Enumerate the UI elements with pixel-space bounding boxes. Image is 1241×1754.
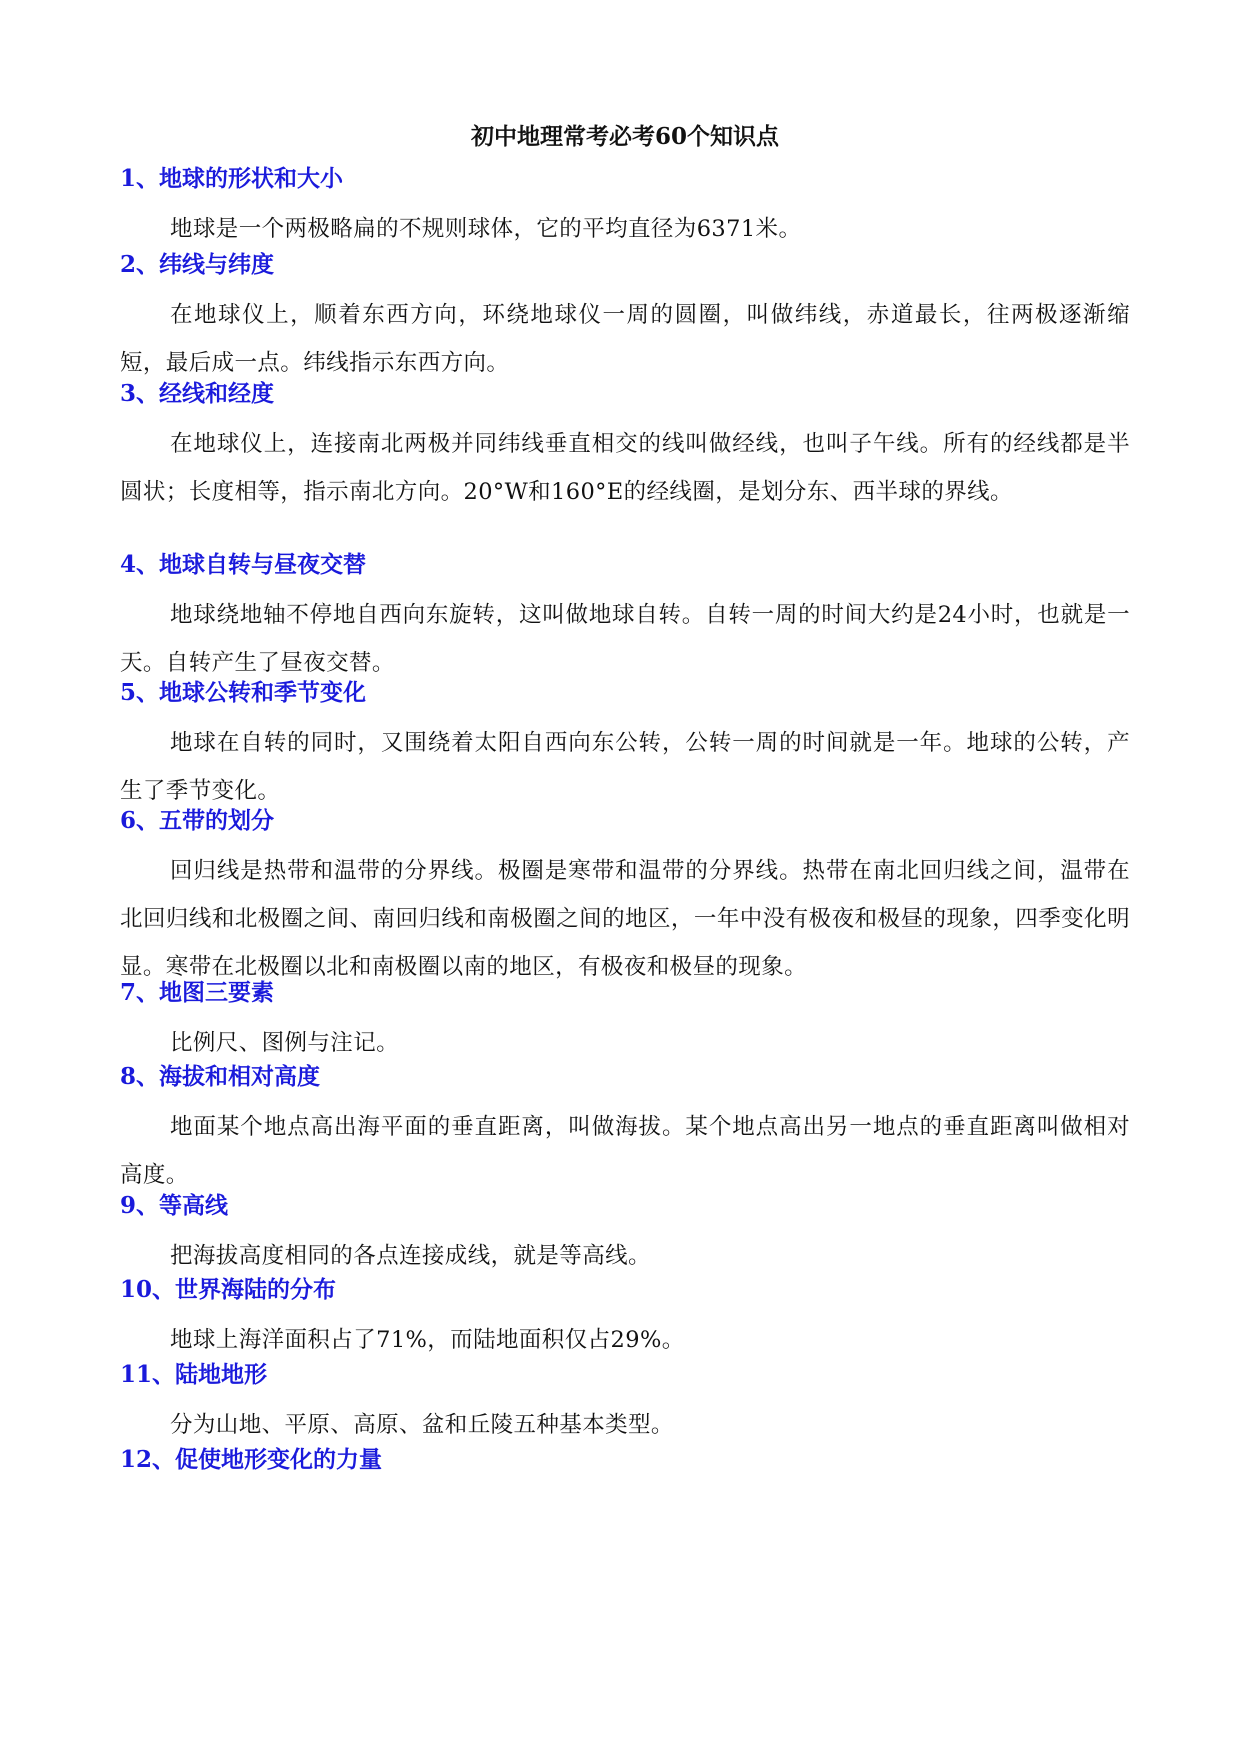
section-12	[120, 1440, 1130, 1486]
section-body: 把海拔高度相同的各点连接成线，就是等高线。	[170, 1243, 651, 1269]
section-heading: 12、促使地形变化的力量	[120, 1446, 383, 1473]
section-heading: 5、地球公转和季节变化	[120, 679, 367, 706]
section-1	[120, 159, 1130, 253]
section-heading: 9、等高线	[120, 1192, 229, 1219]
section-5	[120, 673, 1130, 815]
section-4	[120, 545, 1130, 687]
section-2	[120, 245, 1130, 387]
section-heading: 3、经线和经度	[120, 380, 275, 407]
section-body: 回归线是热带和温带的分界线。极圈是寒带和温带的分界线。热带在南北回归线之间，温带在北回归线和北极圈之间、南回归线和南极圈之间的地区，一年中没有极夜和极昼的现象，四季变化明显。寒带在北极圈以北和南极圈以南的地区，有极夜和极昼的现象。	[120, 858, 1130, 980]
section-7	[120, 973, 1130, 1067]
section-10	[120, 1270, 1130, 1364]
section-9	[120, 1186, 1130, 1280]
section-body: 地面某个地点高出海平面的垂直距离，叫做海拔。某个地点高出另一地点的垂直距离叫做相对高度。	[120, 1114, 1130, 1188]
document-page	[120, 0, 1130, 1754]
section-body: 地球是一个两极略扁的不规则球体，它的平均直径为6371米。	[170, 216, 802, 242]
section-body: 地球在自转的同时，又围绕着太阳自西向东公转，公转一周的时间就是一年。地球的公转，产生了季节变化。	[120, 730, 1130, 804]
section-body: 比例尺、图例与注记。	[170, 1030, 400, 1056]
section-body: 在地球仪上，连接南北两极并同纬线垂直相交的线叫做经线，也叫子午线。所有的经线都是半圆状；长度相等，指示南北方向。20°W和160°E的经线圈，是划分东、西半球的界线。	[120, 431, 1130, 505]
section-body: 分为山地、平原、高原、盆和丘陵五种基本类型。	[170, 1412, 674, 1438]
section-heading: 8、海拔和相对高度	[120, 1063, 321, 1090]
section-3	[120, 374, 1130, 516]
section-heading: 10、世界海陆的分布	[120, 1276, 337, 1303]
document-title: 初中地理常考必考60个知识点	[470, 123, 779, 150]
section-11	[120, 1355, 1130, 1449]
section-body: 地球绕地轴不停地自西向东旋转，这叫做地球自转。自转一周的时间大约是24小时，也就是一天。自转产生了昼夜交替。	[120, 602, 1130, 676]
section-heading: 4、地球自转与昼夜交替	[120, 551, 367, 578]
section-body: 地球上海洋面积占了71%，而陆地面积仅占29%。	[170, 1327, 685, 1353]
section-heading: 2、纬线与纬度	[120, 251, 275, 278]
section-6	[120, 801, 1130, 991]
section-heading: 6、五带的划分	[120, 807, 275, 834]
section-heading: 1、地球的形状和大小	[120, 165, 344, 192]
section-8	[120, 1057, 1130, 1199]
section-body: 在地球仪上，顺着东西方向，环绕地球仪一周的圆圈，叫做纬线，赤道最长，往两极逐渐缩短，最后成一点。纬线指示东西方向。	[120, 302, 1130, 376]
section-heading: 11、陆地地形	[120, 1361, 268, 1388]
section-heading: 7、地图三要素	[120, 979, 275, 1006]
